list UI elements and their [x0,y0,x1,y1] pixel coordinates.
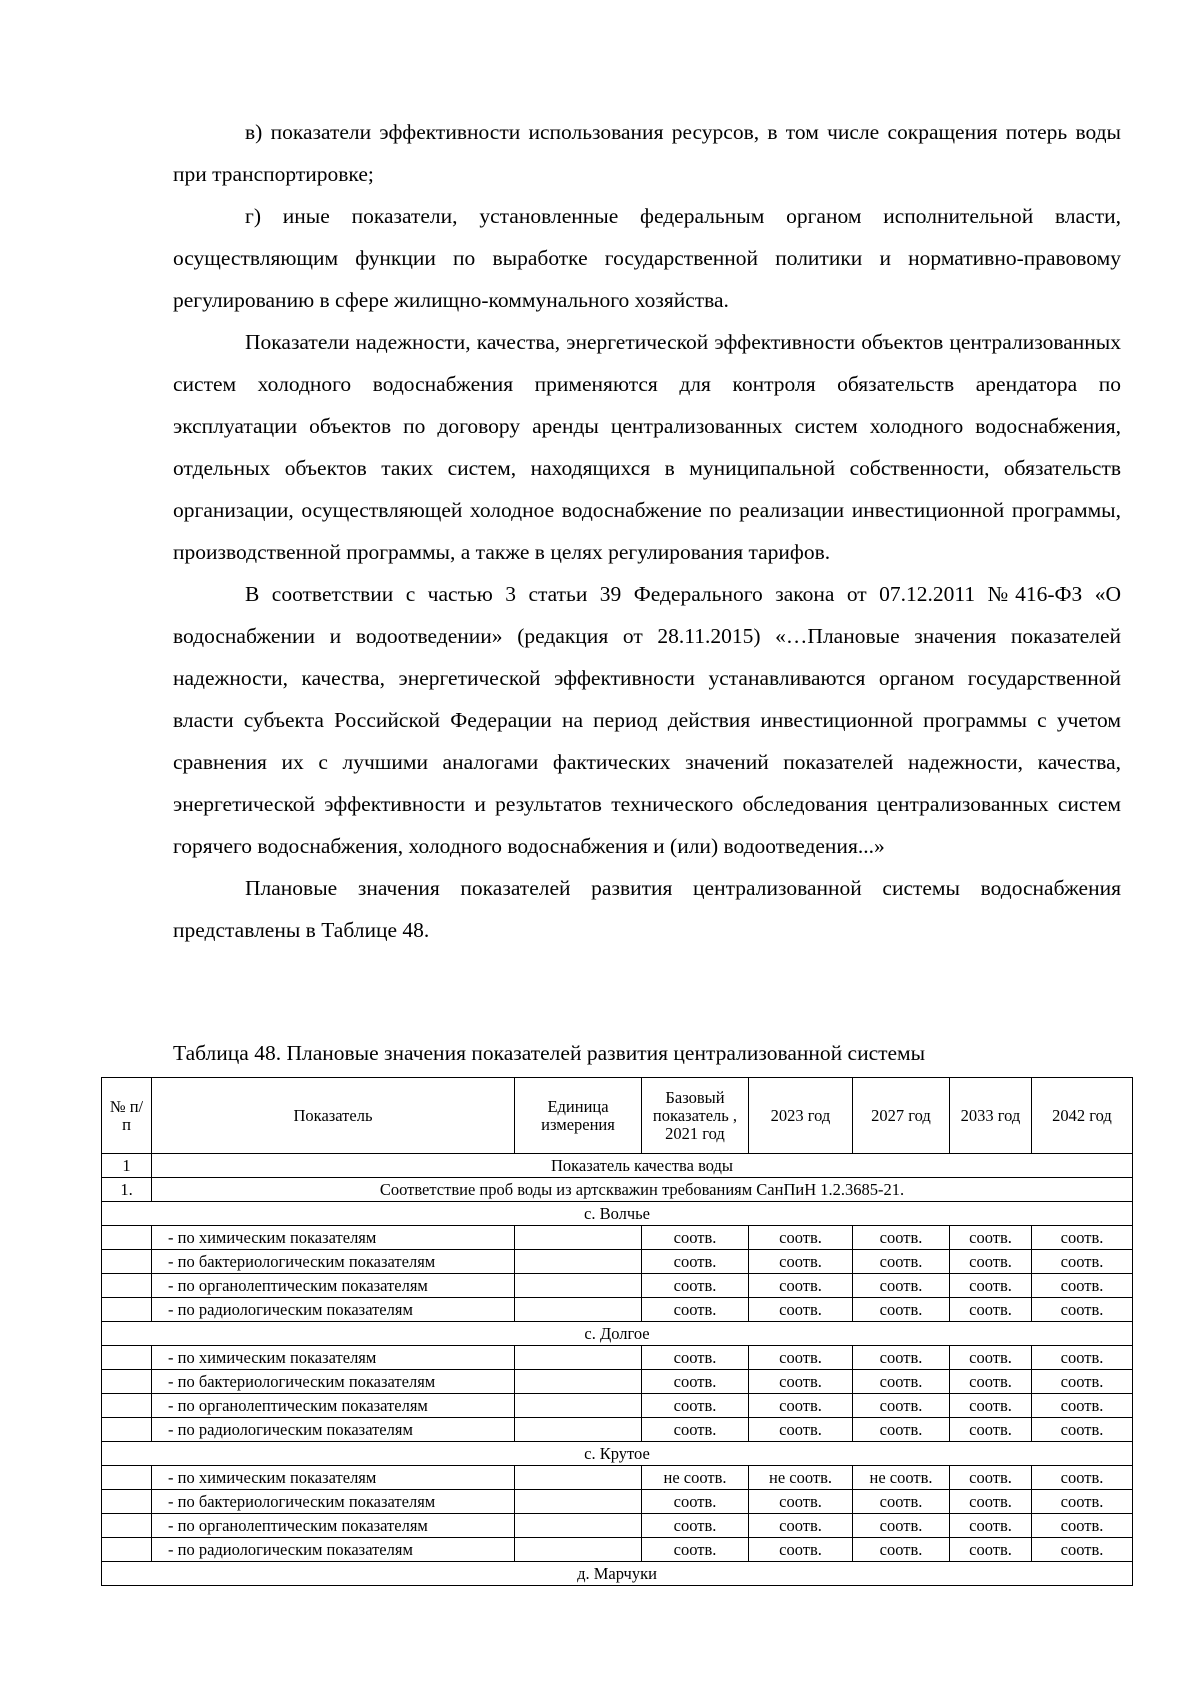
value-2033: соотв. [950,1514,1032,1538]
value-2033: соотв. [950,1250,1032,1274]
row-indicator: - по бактериологическим показателям [152,1250,515,1274]
row-num-cell [102,1346,152,1370]
value-2027: соотв. [853,1538,950,1562]
value-2027: соотв. [853,1514,950,1538]
body-text [173,111,1121,951]
paragraph-law-quote: В соответствии с частью 3 статьи 39 Федерального закона от 07.12.2011 №416-ФЗ «О водоснабжении и водоотведении» (редакция от 28.11.2015) «…Плановые значения показателей надежности, качества, энергетической эффективности устанавливаются органом государственной власти субъекта Российской Федерации на период действия инвестиционной программы с учетом сравнения их с лучшими аналогами фактических значений показателей надежности, качества, энергетической эффективности и результатов технического обследования централизованных систем горячего водоснабжения, холодного водоснабжения и (или) водоотведения...» [173,582,1121,858]
table-row [102,1418,1133,1442]
header-2023: 2023 год [749,1078,853,1154]
row-indicator: - по бактериологическим показателям [152,1370,515,1394]
location-name: с. Долгое [102,1322,1133,1346]
value-base-2021: соотв. [642,1250,749,1274]
row-indicator: - по радиологическим показателям [152,1418,515,1442]
location-name: с. Волчье [102,1202,1133,1226]
value-2042: соотв. [1032,1538,1133,1562]
value-2042: соотв. [1032,1490,1133,1514]
table-header [102,1078,1133,1154]
row-unit [515,1466,642,1490]
row-unit [515,1298,642,1322]
value-2042: соотв. [1032,1418,1133,1442]
section-label: Показатель качества воды [152,1154,1133,1178]
table-row [102,1538,1133,1562]
value-2023: соотв. [749,1298,853,1322]
row-unit [515,1514,642,1538]
value-2042: соотв. [1032,1394,1133,1418]
value-2042: соотв. [1032,1226,1133,1250]
table-row [102,1274,1133,1298]
value-2033: соотв. [950,1538,1032,1562]
location-row [102,1202,1133,1226]
value-base-2021: соотв. [642,1298,749,1322]
table-row [102,1514,1133,1538]
row-indicator: - по радиологическим показателям [152,1538,515,1562]
subsection-num: 1. [102,1178,152,1202]
value-2033: соотв. [950,1394,1032,1418]
value-2033: соотв. [950,1274,1032,1298]
value-2023: соотв. [749,1418,853,1442]
location-row [102,1322,1133,1346]
value-2033: соотв. [950,1490,1032,1514]
value-2027: соотв. [853,1298,950,1322]
row-num-cell [102,1490,152,1514]
indicators-table [101,1077,1133,1586]
value-2042: соотв. [1032,1274,1133,1298]
row-unit [515,1394,642,1418]
table-body [102,1154,1133,1586]
row-unit [515,1418,642,1442]
value-2023: соотв. [749,1274,853,1298]
value-2027: не соотв. [853,1466,950,1490]
header-2027: 2027 год [853,1078,950,1154]
location-name: д. Марчуки [102,1562,1133,1586]
row-num-cell [102,1514,152,1538]
value-2023: соотв. [749,1250,853,1274]
header-2033: 2033 год [950,1078,1032,1154]
table-row [102,1226,1133,1250]
value-2042: соотв. [1032,1466,1133,1490]
paragraph-v: в) показатели эффективности использования ресурсов, в том числе сокращения потерь воды при транспортировке; [173,120,1121,186]
section-row [102,1154,1133,1178]
value-base-2021: не соотв. [642,1466,749,1490]
value-2023: соотв. [749,1394,853,1418]
row-num-cell [102,1274,152,1298]
value-2023: соотв. [749,1514,853,1538]
value-base-2021: соотв. [642,1490,749,1514]
row-indicator: - по химическим показателям [152,1346,515,1370]
value-base-2021: соотв. [642,1394,749,1418]
table-row [102,1490,1133,1514]
value-base-2021: соотв. [642,1346,749,1370]
value-base-2021: соотв. [642,1538,749,1562]
row-num-cell [102,1418,152,1442]
value-2027: соотв. [853,1346,950,1370]
value-2027: соотв. [853,1250,950,1274]
subsection-label: Соответствие проб воды из артскважин требованиям СанПиН 1.2.3685-21. [152,1178,1133,1202]
value-2033: соотв. [950,1418,1032,1442]
row-unit [515,1370,642,1394]
value-2042: соотв. [1032,1370,1133,1394]
section-num: 1 [102,1154,152,1178]
row-indicator: - по радиологическим показателям [152,1298,515,1322]
value-2023: соотв. [749,1226,853,1250]
value-2023: соотв. [749,1538,853,1562]
value-2027: соотв. [853,1394,950,1418]
value-base-2021: соотв. [642,1274,749,1298]
value-base-2021: соотв. [642,1418,749,1442]
table-row [102,1370,1133,1394]
row-unit [515,1274,642,1298]
value-2042: соотв. [1032,1514,1133,1538]
row-num-cell [102,1394,152,1418]
location-name: с. Крутое [102,1442,1133,1466]
value-2033: соотв. [950,1370,1032,1394]
row-num-cell [102,1370,152,1394]
value-2042: соотв. [1032,1346,1133,1370]
header-row [102,1078,1133,1154]
table-row [102,1250,1133,1274]
value-2042: соотв. [1032,1298,1133,1322]
row-indicator: - по органолептическим показателям [152,1274,515,1298]
value-2027: соотв. [853,1490,950,1514]
row-num-cell [102,1226,152,1250]
value-base-2021: соотв. [642,1514,749,1538]
header-num: № п/п [102,1078,152,1154]
row-unit [515,1250,642,1274]
header-indicator: Показатель [152,1078,515,1154]
row-num-cell [102,1250,152,1274]
value-2027: соотв. [853,1370,950,1394]
value-base-2021: соотв. [642,1370,749,1394]
value-2033: соотв. [950,1346,1032,1370]
value-2027: соотв. [853,1226,950,1250]
table-caption: Таблица 48. Плановые значения показателей развития централизованной системы [173,1041,926,1065]
row-indicator: - по органолептическим показателям [152,1394,515,1418]
header-base-2021: Базовый показатель , 2021 год [642,1078,749,1154]
value-2027: соотв. [853,1418,950,1442]
value-base-2021: соотв. [642,1226,749,1250]
row-unit [515,1538,642,1562]
value-2023: соотв. [749,1370,853,1394]
value-2033: соотв. [950,1466,1032,1490]
header-unit: Единица измерения [515,1078,642,1154]
location-row [102,1562,1133,1586]
row-num-cell [102,1466,152,1490]
value-2027: соотв. [853,1274,950,1298]
value-2023: не соотв. [749,1466,853,1490]
table-row [102,1346,1133,1370]
value-2033: соотв. [950,1298,1032,1322]
table-row [102,1298,1133,1322]
row-unit [515,1490,642,1514]
location-row [102,1442,1133,1466]
row-unit [515,1346,642,1370]
paragraph-g: г) иные показатели, установленные федеральным органом исполнительной власти, осуществляющим функции по выработке государственной политики и нормативно-правовому регулированию в сфере жилищно-коммунального хозяйства. [173,204,1121,312]
paragraph-indicators: Показатели надежности, качества, энергетической эффективности объектов централизованных систем холодного водоснабжения применяются для контроля обязательств арендатора по эксплуатации объектов по договору аренды централизованных систем холодного водоснабжения, отдельных объектов таких систем, находящихся в муниципальной собственности, обязательств организации, осуществляющей холодное водоснабжение по реализации инвестиционной программы, производственной программы, а также в целях регулирования тарифов. [173,330,1121,564]
value-2033: соотв. [950,1226,1032,1250]
table-row [102,1466,1133,1490]
subsection-row [102,1178,1133,1202]
row-indicator: - по химическим показателям [152,1226,515,1250]
row-indicator: - по бактериологическим показателям [152,1490,515,1514]
row-indicator: - по химическим показателям [152,1466,515,1490]
value-2042: соотв. [1032,1250,1133,1274]
row-indicator: - по органолептическим показателям [152,1514,515,1538]
header-2042: 2042 год [1032,1078,1133,1154]
table-row [102,1394,1133,1418]
row-num-cell [102,1538,152,1562]
value-2023: соотв. [749,1346,853,1370]
paragraph-table-ref: Плановые значения показателей развития централизованной системы водоснабжения представлены в Таблице 48. [173,876,1121,942]
value-2023: соотв. [749,1490,853,1514]
row-num-cell [102,1298,152,1322]
row-unit [515,1226,642,1250]
